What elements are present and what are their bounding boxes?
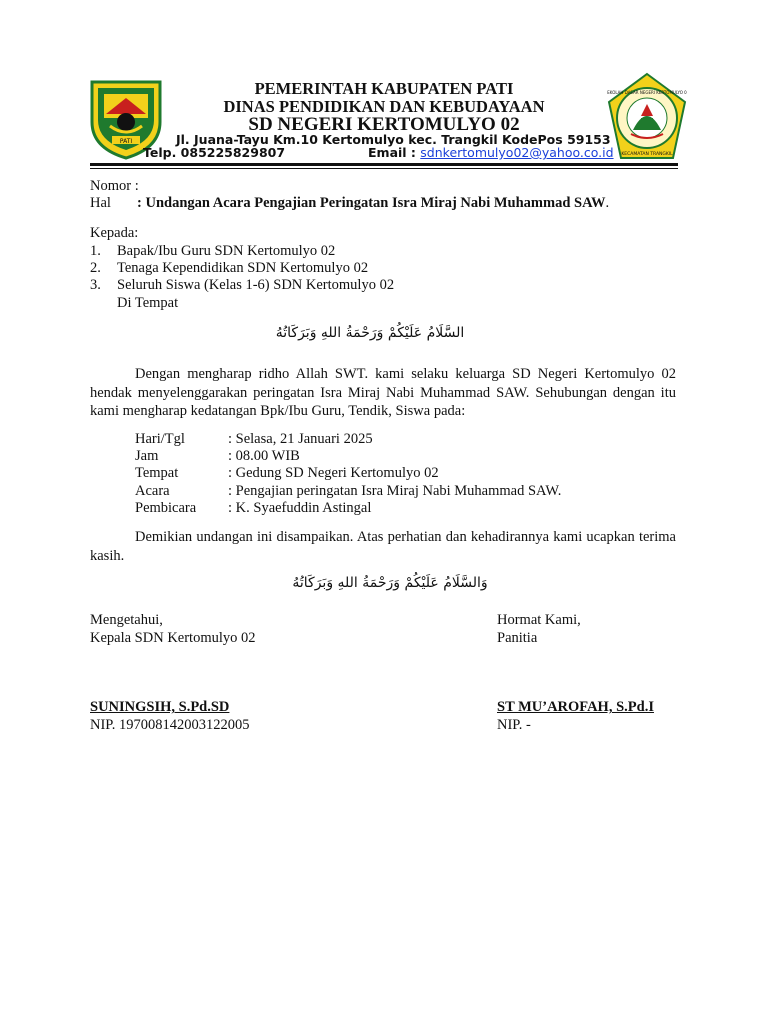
letterhead-divider-thin xyxy=(90,168,678,169)
detail-value: : Selasa, 21 Januari 2025 xyxy=(228,431,373,447)
school-name-title: SD NEGERI KERTOMULYO 02 xyxy=(248,114,520,135)
hal-subject-text: Undangan Acara Pengajian Peringatan Isra Miraj Nabi Muhammad SAW xyxy=(145,195,606,211)
letterhead-divider xyxy=(90,163,678,166)
school-email-link[interactable]: sdnkertomulyo02@yahoo.co.id xyxy=(420,145,614,160)
recipients-heading: Kepada: xyxy=(90,225,139,241)
detail-value: : Pengajian peringatan Isra Miraj Nabi Muhammad SAW. xyxy=(228,483,562,499)
letterhead-line-1: PEMERINTAH KABUPATEN PATI xyxy=(254,79,514,98)
detail-value: : K. Syaefuddin Astingal xyxy=(228,500,372,516)
hal-label: Hal xyxy=(90,195,111,211)
salam-opening-calligraphy: السَّلَامُ عَلَيْكُمْ وَرَحْمَةُ اللهِ وَبَرَكَاتُهُ xyxy=(275,325,465,341)
detail-label: Acara xyxy=(135,483,170,499)
svg-text:PATI: PATI xyxy=(119,138,133,145)
recipient-num: 3. xyxy=(90,277,101,293)
recipient-place: Di Tempat xyxy=(117,295,179,311)
email-label-text: Email : xyxy=(368,145,416,160)
svg-text:SEKOLAH DASAR NEGERI KERTOMULY: SEKOLAH DASAR NEGERI KERTOMULYO 02 xyxy=(607,90,687,95)
signature-right-name: ST MU’AROFAH, S.Pd.I xyxy=(497,699,654,715)
school-phone: Telp. 085225829807 xyxy=(143,145,286,160)
signature-left-name: SUNINGSIH, S.Pd.SD xyxy=(90,699,230,715)
signature-left-line1: Mengetahui, xyxy=(90,612,163,628)
email-label xyxy=(368,145,614,160)
school-address: Jl. Juana-Tayu Km.10 Kertomulyo kec. Trangkil KodePos 59153 xyxy=(176,132,611,147)
detail-label: Hari/Tgl xyxy=(135,431,185,447)
hal-period: . xyxy=(605,195,610,211)
closing-paragraph: Demikian undangan ini disampaikan. Atas perhatian dan kehadirannya kami ucapkan terima kasih. xyxy=(90,529,676,564)
invitation-paragraph: Dengan mengharap ridho Allah SWT. kami selaku keluarga SD Negeri Kertomulyo 02 hendak menyelenggarakan peringatan Isra Miraj Nabi Muhammad SAW. Sehubungan dengan itu kami mengharap kedatangan Bpk/Ibu Guru, Tendik, Siswa pada: xyxy=(90,366,676,419)
salam-closing-calligraphy: وَالسَّلَامُ عَلَيْكُمْ وَرَحْمَةُ اللهِ وَبَرَكَاتُهُ xyxy=(292,575,488,591)
svg-text:KECAMATAN TRANGKIL: KECAMATAN TRANGKIL xyxy=(621,152,673,157)
detail-label: Pembicara xyxy=(135,500,197,516)
signature-right-line1: Hormat Kami, xyxy=(497,612,581,628)
recipient-num: 2. xyxy=(90,260,101,276)
detail-label: Tempat xyxy=(135,465,179,481)
school-emblem-logo xyxy=(607,72,687,162)
recipient-text: Bapak/Ibu Guru SDN Kertomulyo 02 xyxy=(117,243,336,259)
nomor-label: Nomor : xyxy=(90,178,139,194)
signature-right-line2: Panitia xyxy=(497,630,538,646)
hal-colon: : xyxy=(137,195,142,211)
hal-subject xyxy=(137,194,609,212)
signature-left-line2: Kepala SDN Kertomulyo 02 xyxy=(90,630,256,646)
detail-value: : Gedung SD Negeri Kertomulyo 02 xyxy=(228,465,439,481)
signature-left-nip: NIP. 197008142003122005 xyxy=(90,717,250,733)
detail-label: Jam xyxy=(135,448,159,464)
signature-right-nip: NIP. - xyxy=(497,717,531,733)
recipient-num: 1. xyxy=(90,243,101,259)
detail-value: : 08.00 WIB xyxy=(228,448,300,464)
recipient-text: Seluruh Siswa (Kelas 1-6) SDN Kertomulyo 02 xyxy=(117,277,395,293)
recipient-text: Tenaga Kependidikan SDN Kertomulyo 02 xyxy=(117,260,369,276)
letterhead-line-2: DINAS PENDIDIKAN DAN KEBUDAYAAN xyxy=(223,97,545,116)
